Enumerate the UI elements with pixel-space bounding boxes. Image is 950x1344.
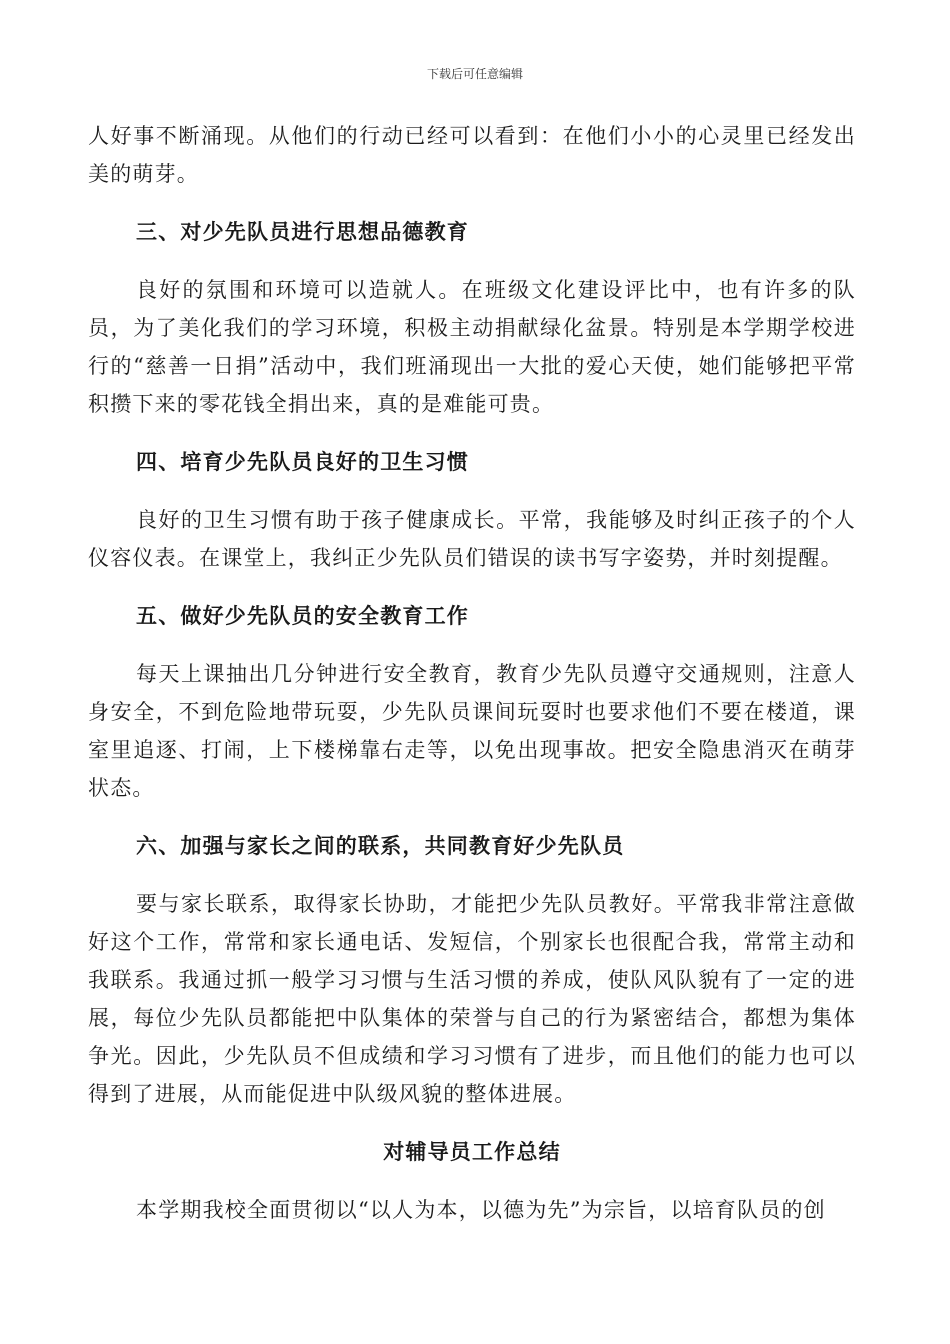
section-heading-5: 五、做好少先队员的安全教育工作 (136, 603, 469, 628)
paragraph-section-4: 良好的卫生习惯有助于孩子健康成长。平常，我能够及时纠正孩子的个人仪容仪表。在课堂上，我纠正少先队员们错误的读书写字姿势，并时刻提醒。 (88, 508, 856, 570)
paragraph-continuation: 人好事不断涌现。从他们的行动已经可以看到：在他们小小的心灵里已经发出美的萌芽。 (88, 124, 856, 186)
section-heading-6: 六、加强与家长之间的联系，共同教育好少先队员 (136, 833, 625, 858)
section-heading-4: 四、培育少先队员良好的卫生习惯 (136, 449, 469, 474)
paragraph-section-5: 每天上课抽出几分钟进行安全教育，教育少先队员遵守交通规则，注意人身安全，不到危险地带玩耍，少先队员课间玩耍时也要求他们不要在楼道，课室里追逐、打闹，上下楼梯靠右走等，以免出现事故。把安全隐患消灭在萌芽状态。 (88, 662, 856, 800)
document-body (88, 117, 856, 1229)
document-title: 对辅导员工作总结 (383, 1139, 561, 1164)
section-heading-3: 三、对少先队员进行思想品德教育 (136, 219, 469, 244)
paragraph-section-6: 要与家长联系，取得家长协助，才能把少先队员教好。平常我非常注意做好这个工作，常常和家长通电话、发短信，个别家长也很配合我，常常主动和我联系。我通过抓一般学习习惯与生活习惯的养成，使队风队貌有了一定的进展，每位少先队员都能把中队集体的荣誉与自己的行为紧密结合，都想为集体争光。因此，少先队员不但成绩和学习习惯有了进步，而且他们的能力也可以得到了进展，从而能促进中队级风貌的整体进展。 (88, 892, 856, 1106)
page-header: 下载后可任意编辑 (426, 67, 523, 81)
paragraph-section-3: 良好的氛围和环境可以造就人。在班级文化建设评比中，也有许多的队员，为了美化我们的学习环境，积极主动捐献绿化盆景。特别是本学期学校进行的“慈善一日捐”活动中，我们班涌现出一大批的爱心天使，她们能够把平常积攒下来的零花钱全捐出来，真的是难能可贵。 (88, 278, 856, 416)
paragraph-intro: 本学期我校全面贯彻以“以人为本，以德为先”为宗旨，以培育队员的创 (136, 1198, 826, 1222)
